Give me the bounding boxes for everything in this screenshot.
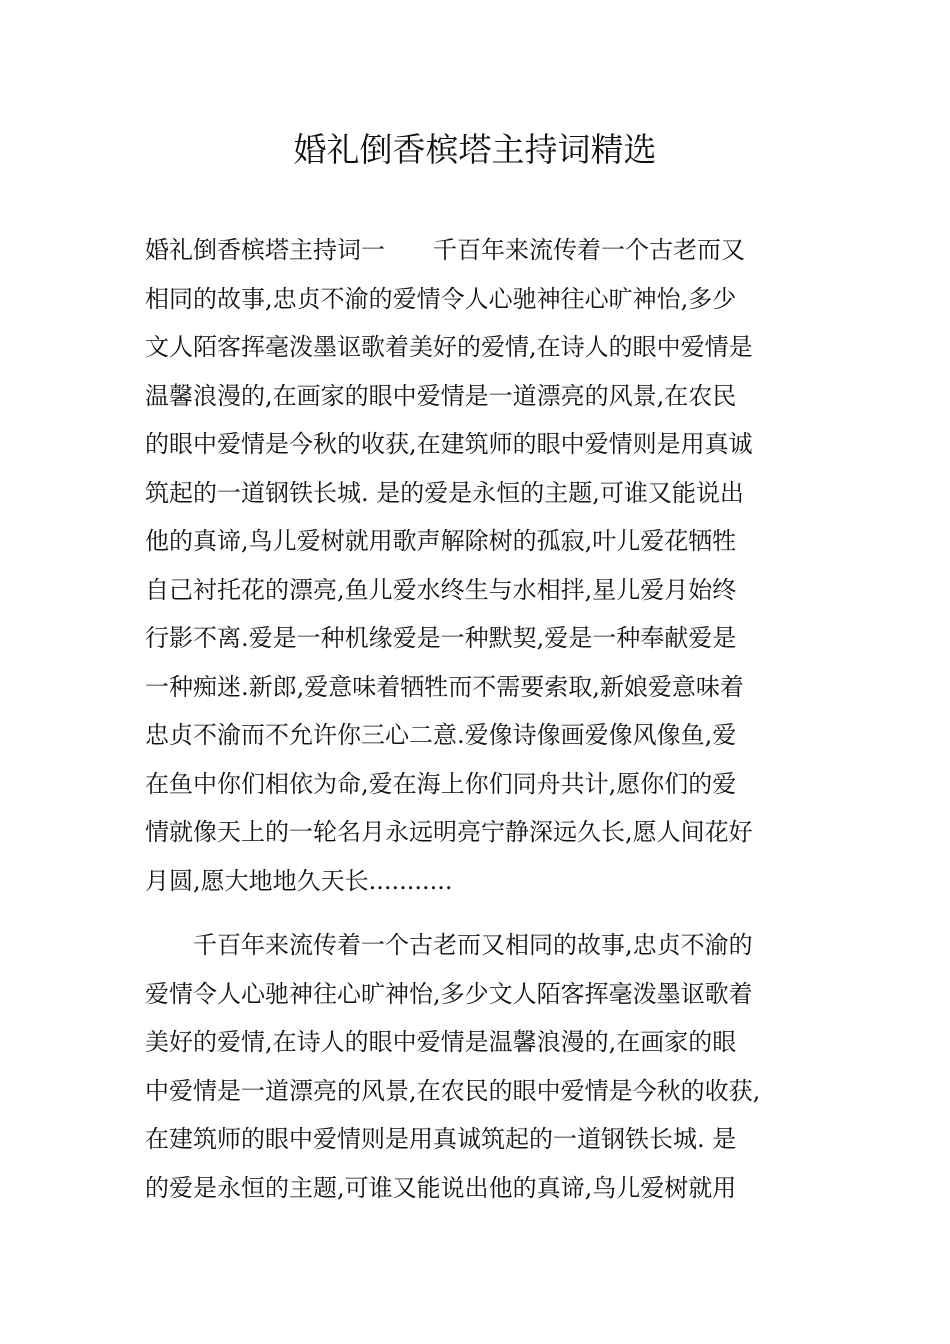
text-line: 相同的故事,忠贞不渝的爱情令人心驰神往心旷神怡,多少	[145, 284, 737, 313]
text-line: 在鱼中你们相依为命,爱在海上你们同舟共计,愿你们的爱	[145, 769, 737, 798]
text-line: 筑起的一道钢铁长城. 是的爱是永恒的主题,可谁又能说出	[145, 478, 744, 507]
text-line: 爱情令人心驰神往心旷神怡,多少文人陌客挥毫泼墨讴歌着	[145, 979, 753, 1008]
text-line: 行影不离.爱是一种机缘爱是一种默契,爱是一种奉献爱是	[145, 624, 737, 652]
document-title: 婚礼倒香槟塔主持词精选	[293, 130, 657, 169]
text-line: 千百年来流传着一个古老而又相同的故事,忠贞不渝的	[145, 931, 753, 959]
text-line: 的眼中爱情是今秋的收获,在建筑师的眼中爱情则是用真诚	[145, 430, 753, 458]
text-line: 月圆,愿大地地久天长...........	[145, 866, 453, 895]
text-line: 情就像天上的一轮名月永远明亮宁静深远久长,愿人间花好	[145, 818, 753, 846]
body-paragraph-1	[145, 226, 810, 905]
text-line: 在建筑师的眼中爱情则是用真诚筑起的一道钢铁长城. 是	[145, 1125, 737, 1153]
text-line: 他的真谛,鸟儿爱树就用歌声解除树的孤寂,叶儿爱花牺牲	[145, 527, 737, 555]
text-line: 忠贞不渝而不允许你三心二意.爱像诗像画爱像风像鱼,爱	[145, 721, 737, 749]
text-line: 中爱情是一道漂亮的风景,在农民的眼中爱情是今秋的收获,	[145, 1076, 761, 1105]
text-line: 自己衬托花的漂亮,鱼儿爱水终生与水相拌,星儿爱月始终	[145, 575, 737, 604]
text-line: 的爱是永恒的主题,可谁又能说出他的真谛,鸟儿爱树就用	[145, 1173, 737, 1202]
text-line: 文人陌客挥毫泼墨讴歌着美好的爱情,在诗人的眼中爱情是	[145, 333, 753, 361]
text-line: 温馨浪漫的,在画家的眼中爱情是一道漂亮的风景,在农民	[145, 381, 737, 410]
text-line: 美好的爱情,在诗人的眼中爱情是温馨浪漫的,在画家的眼	[145, 1028, 737, 1056]
body-paragraph-2	[145, 921, 810, 1212]
text-line: 婚礼倒香槟塔主持词一 千百年来流传着一个古老而又	[145, 236, 745, 264]
text-line: 一种痴迷.新郎,爱意味着牺牲而不需要索取,新娘爱意味着	[145, 672, 744, 701]
